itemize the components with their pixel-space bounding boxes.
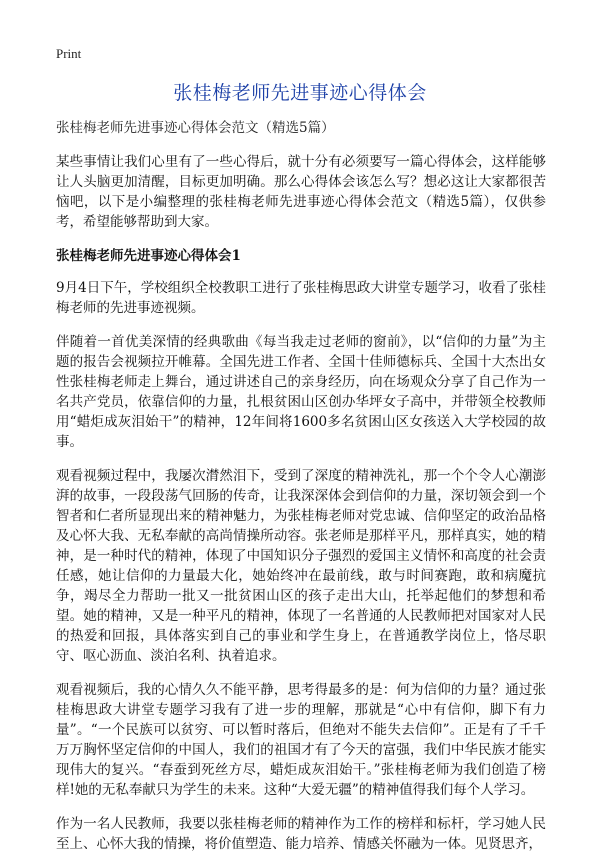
document-title: 张桂梅老师先进事迹心得体会 xyxy=(173,82,427,104)
paragraph-4: 观看视频后，我的心情久久不能平静，思考得最多的是：何为信仰的力量？通过张桂梅思政大讲堂专题学习我有了进一步的理解，那就是“心中有信仰，脚下有力量”。“一个民族可以贫穷、可以暂时落后，但绝对不能失去信仰”。正是有了千千万万胸怀坚定信仰的中国人，我们的祖国才有了今天的富强，我们中华民族才能实现伟大的复兴。“春蚕到死丝方尽，蜡炬成灰泪始干。”张桂梅老师为我们创造了榜样!她的无私奉献只为学生的未来。这种“大爱无疆”的精神值得我们每个人学习。 xyxy=(56,682,546,798)
document-body xyxy=(56,118,546,868)
paragraph-5: 作为一名人民教师，我要以张桂梅老师的精神作为工作的榜样和标杆，学习她人民至上、心怀大我的情操，将价值塑造、能力培养、情感关怀融为一体。见贤思齐， xyxy=(56,816,546,852)
intro-paragraph: 某些事情让我们心里有了一些心得后，就十分有必须要写一篇心得体会，这样能够让人头脑更加清醒，目标更加明确。那么心得体会该怎么写？想必这让大家都很苦恼吧，以下是小编整理的张桂梅老师先进事迹心得体会范文（精选5篇），仅供参考，希望能够帮助到大家。 xyxy=(56,154,546,230)
section-heading: 张桂梅老师先进事迹心得体会1 xyxy=(56,248,241,264)
paragraph-3: 观看视频过程中，我屡次潸然泪下，受到了深度的精神洗礼，那一个个令人心潮澎湃的故事，一段段荡气回肠的传奇，让我深深体会到信仰的力量，深切领会到一个智者和仁者所显现出来的精神魅力，为张桂梅老师对党忠诚、信仰坚定的政治品格及心怀大我、无私奉献的高尚情操所动容。张老师是那样平凡，那样真实，她的精神，是一种时代的精神，体现了中国知识分子强烈的爱国主义情怀和高度的社会责任感，她让信仰的力量最大化，她始终冲在最前线，敢与时间赛跑，敢和病魔抗争，竭尽全力帮助一批又一批贫困山区的孩子走出大山，托举起他们的梦想和希望。她的精神，又是一种平凡的精神，体现了一名普通的人民教师把对国家对人民的热爱和回报，具体落实到自己的事业和学生身上，在普通教学岗位上，恪尽职守、呕心沥血、淡泊名利、执着追求。 xyxy=(56,468,546,664)
paragraph-1: 9月4日下午，学校组织全校教职工进行了张桂梅思政大讲堂专题学习，收看了张桂梅老师的先进事迹视频。 xyxy=(56,280,546,316)
paragraph-2: 伴随着一首优美深情的经典歌曲《每当我走过老师的窗前》，以“信仰的力量”为主题的报告会视频拉开帷幕。全国先进工作者、全国十佳师德标兵、全国十大杰出女性张桂梅老师走上舞台，通过讲述自己的亲身经历，向在场观众分享了自己作为一名共产党员，依靠信仰的力量，扎根贫困山区创办华坪女子高中，并带领全校教师用“蜡炬成灰泪始干”的精神，12年间将1600多名贫困山区女孩送入大学校园的故事。 xyxy=(56,334,546,450)
print-label[interactable]: Print xyxy=(56,46,82,61)
document-subtitle: 张桂梅老师先进事迹心得体会范文（精选5篇） xyxy=(56,120,335,136)
